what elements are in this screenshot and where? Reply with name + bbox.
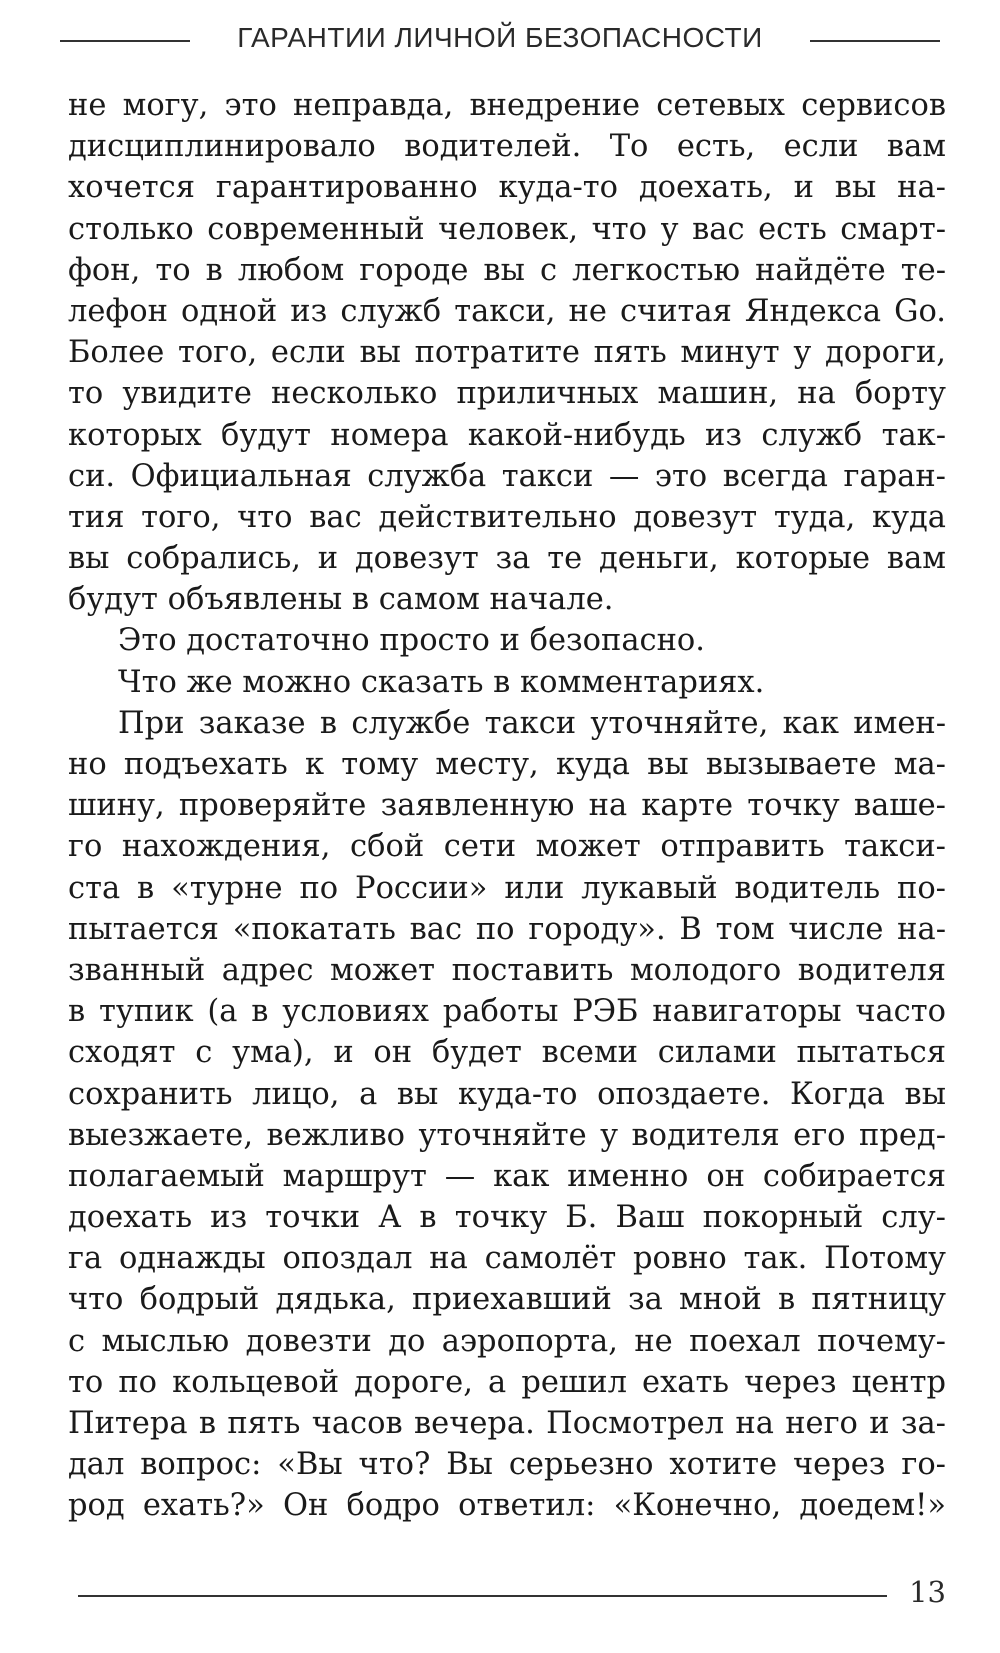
text-line: пытается «покатать вас по городу». В том числе на- — [68, 911, 946, 947]
text-line: доехать из точки А в точку Б. Ваш покорный слу- — [68, 1200, 946, 1236]
header-rule-right — [810, 40, 940, 42]
page-footer — [78, 1572, 946, 1612]
text-line: то по кольцевой дороге, а решил ехать через центр — [68, 1364, 946, 1400]
text-line: Питера в пять часов вечера. Посмотрел на него и за- — [68, 1406, 946, 1441]
text-line: в тупик (а в условиях работы РЭБ навигаторы часто — [68, 994, 946, 1030]
text-line: си. Официальная служба такси — это всегда гаран- — [68, 458, 946, 494]
text-line: Что же можно сказать в комментариях. — [118, 664, 765, 700]
text-line: которых будут номера какой-нибудь из служб так- — [68, 417, 946, 453]
text-line: ста в «турне по России» или лукавый водитель по- — [68, 870, 946, 906]
text-line: дисциплинировало водителей. То есть, если вам — [68, 129, 946, 165]
text-line: дал вопрос: «Вы что? Вы серьезно хотите через го- — [68, 1447, 946, 1483]
text-line: столько современный человек, что у вас есть смарт- — [68, 211, 946, 247]
text-line: род ехать?» Он бодро ответил: «Конечно, доедем!» — [68, 1488, 946, 1524]
text-line: то увидите несколько приличных машин, на борту — [68, 376, 946, 412]
text-line: хочется гарантированно куда-то доехать, и вы на- — [68, 170, 946, 206]
running-header — [60, 18, 940, 58]
text-line: не могу, это неправда, внедрение сетевых сервисов — [68, 88, 946, 123]
text-line: При заказе в службе такси уточняйте, как имен- — [118, 705, 946, 741]
text-line: тия того, что вас действительно довезут туда, куда — [68, 499, 946, 535]
text-line: полагаемый маршрут — как именно он собирается — [68, 1158, 946, 1194]
text-line: с мыслью довезти до аэропорта, не поехал почему- — [68, 1323, 946, 1359]
body-text — [68, 85, 946, 1527]
text-line: но подъехать к тому месту, куда вы вызываете ма- — [68, 747, 946, 782]
page-number: 13 — [909, 1575, 946, 1609]
text-line: выезжаете, вежливо уточняйте у водителя его пред- — [68, 1117, 946, 1153]
text-line: что бодрый дядька, приехавший за мной в пятницу — [68, 1282, 946, 1318]
text-line: фон, то в любом городе вы с легкостью найдёте те- — [68, 252, 946, 288]
text-line: вы собрались, и довезут за те деньги, которые вам — [68, 541, 946, 577]
header-rule-left — [60, 40, 190, 42]
running-title: ГАРАНТИИ ЛИЧНОЙ БЕЗОПАСНОСТИ — [237, 22, 763, 53]
text-line: званный адрес может поставить молодого водителя — [68, 952, 946, 988]
footer-rule — [78, 1595, 887, 1597]
text-line: сохранить лицо, а вы куда-то опоздаете. Когда вы — [68, 1076, 946, 1112]
text-line: лефон одной из служб такси, не считая Яндекса Go. — [68, 293, 946, 329]
text-line: го нахождения, сбой сети может отправить такси- — [68, 829, 946, 865]
text-line: сходят с ума), и он будет всеми силами пытаться — [68, 1035, 946, 1071]
text-line: га однажды опоздал на самолёт ровно так. Потому — [68, 1241, 946, 1277]
text-line: будут объявлены в самом начале. — [68, 582, 614, 618]
text-line: Это достаточно просто и безопасно. — [118, 623, 705, 659]
text-line: шину, проверяйте заявленную на карте точку ваше- — [68, 788, 946, 824]
text-line: Более того, если вы потратите пять минут у дороги, — [68, 335, 946, 371]
